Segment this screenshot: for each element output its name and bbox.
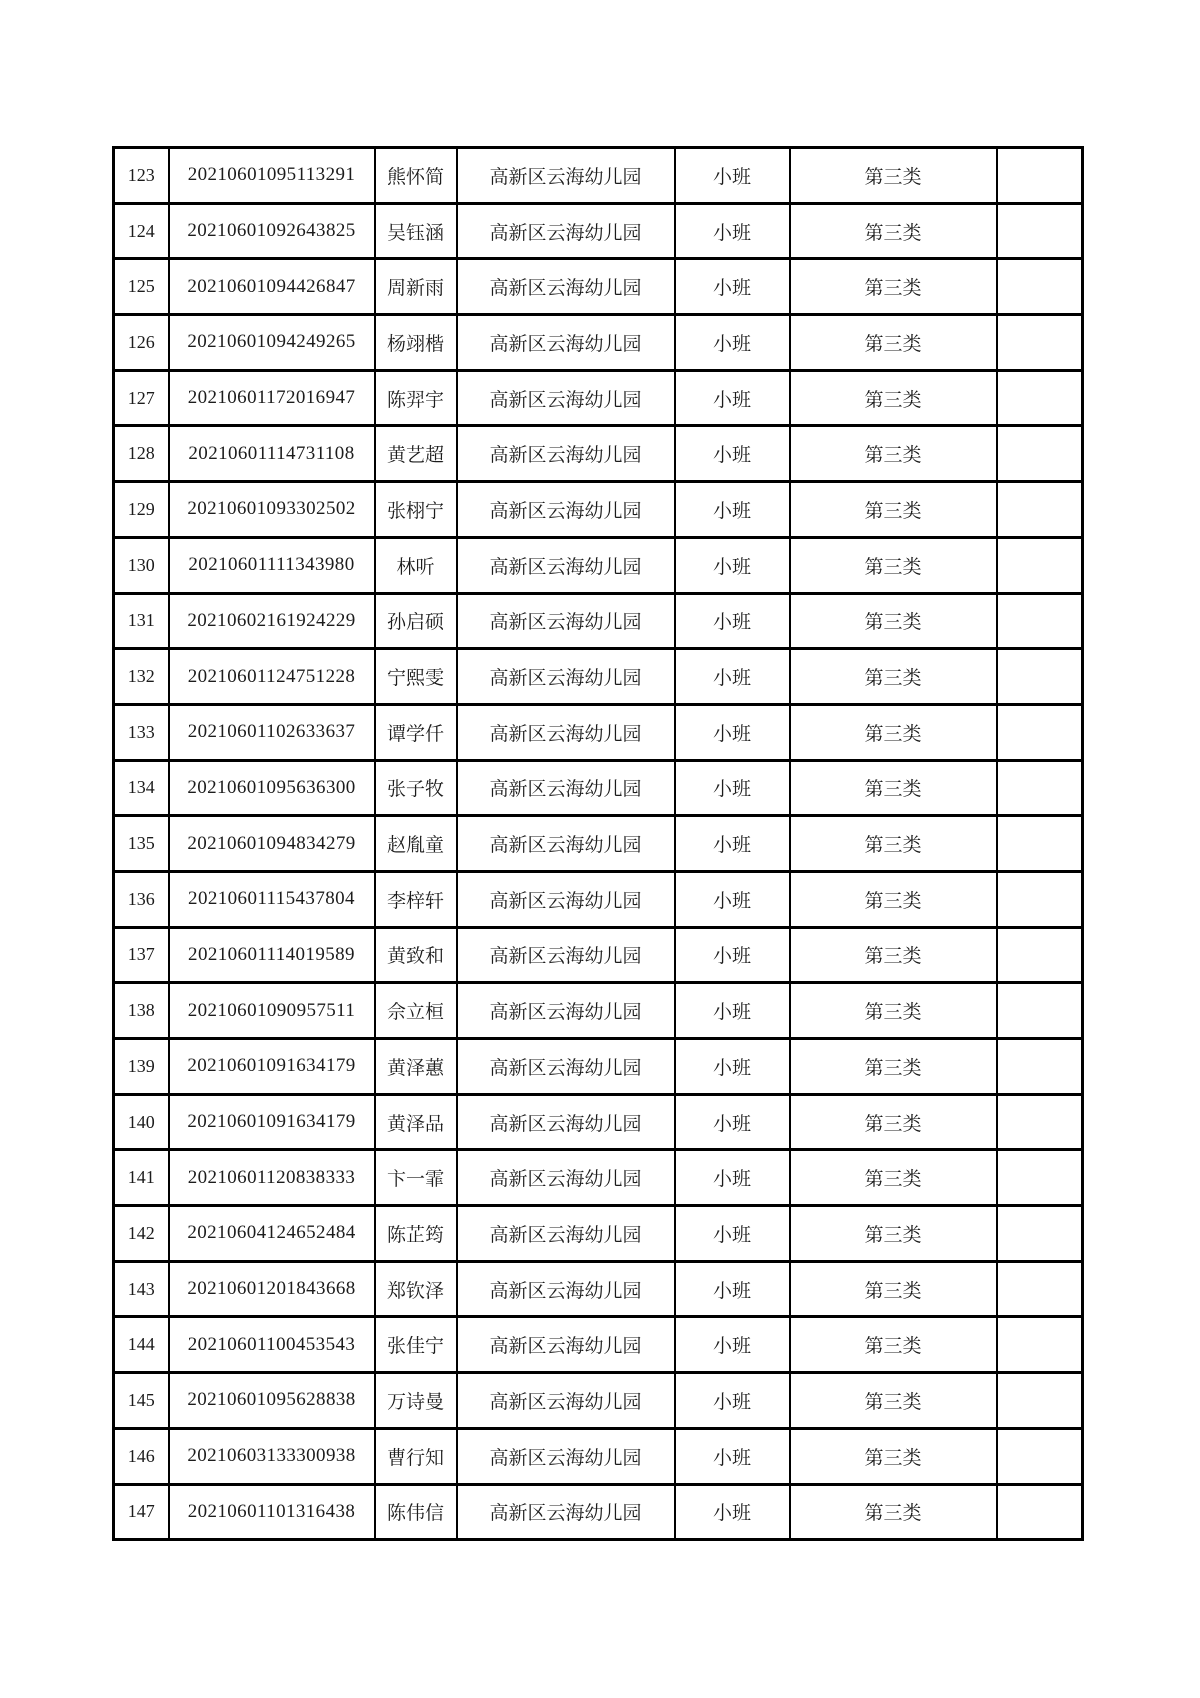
application-number-cell: 20210601094249265 <box>169 315 375 371</box>
note-cell <box>997 1094 1083 1150</box>
application-number-cell: 20210601100453543 <box>169 1317 375 1373</box>
class-cell: 小班 <box>675 1484 790 1540</box>
row-number-cell: 131 <box>114 593 169 649</box>
category-cell: 第三类 <box>790 148 997 204</box>
category-cell: 第三类 <box>790 1150 997 1206</box>
table-row <box>114 1261 1083 1317</box>
row-number-cell: 133 <box>114 704 169 760</box>
application-number-cell: 20210604124652484 <box>169 1206 375 1262</box>
class-cell: 小班 <box>675 1206 790 1262</box>
category-cell: 第三类 <box>790 1484 997 1540</box>
row-number-cell: 138 <box>114 983 169 1039</box>
table-row <box>114 370 1083 426</box>
category-cell: 第三类 <box>790 203 997 259</box>
student-name-cell: 张子牧 <box>375 760 457 816</box>
kindergarten-cell: 高新区云海幼儿园 <box>457 871 675 927</box>
class-cell: 小班 <box>675 983 790 1039</box>
row-number-cell: 128 <box>114 426 169 482</box>
category-cell: 第三类 <box>790 704 997 760</box>
student-name-cell: 郑钦泽 <box>375 1261 457 1317</box>
kindergarten-cell: 高新区云海幼儿园 <box>457 927 675 983</box>
table-row <box>114 649 1083 705</box>
note-cell <box>997 537 1083 593</box>
student-name-cell: 曹行知 <box>375 1428 457 1484</box>
note-cell <box>997 760 1083 816</box>
class-cell: 小班 <box>675 1150 790 1206</box>
class-cell: 小班 <box>675 259 790 315</box>
student-name-cell: 黄泽蕙 <box>375 1039 457 1095</box>
category-cell: 第三类 <box>790 259 997 315</box>
row-number-cell: 136 <box>114 871 169 927</box>
student-name-cell: 黄致和 <box>375 927 457 983</box>
table-row <box>114 1039 1083 1095</box>
category-cell: 第三类 <box>790 482 997 538</box>
note-cell <box>997 1039 1083 1095</box>
admission-roster-table <box>112 146 1084 1541</box>
student-name-cell: 赵胤童 <box>375 816 457 872</box>
class-cell: 小班 <box>675 1094 790 1150</box>
class-cell: 小班 <box>675 1373 790 1429</box>
row-number-cell: 129 <box>114 482 169 538</box>
kindergarten-cell: 高新区云海幼儿园 <box>457 1150 675 1206</box>
row-number-cell: 126 <box>114 315 169 371</box>
note-cell <box>997 871 1083 927</box>
class-cell: 小班 <box>675 816 790 872</box>
kindergarten-cell: 高新区云海幼儿园 <box>457 593 675 649</box>
table-row <box>114 1428 1083 1484</box>
student-name-cell: 卞一霏 <box>375 1150 457 1206</box>
student-name-cell: 熊怀简 <box>375 148 457 204</box>
student-name-cell: 周新雨 <box>375 259 457 315</box>
kindergarten-cell: 高新区云海幼儿园 <box>457 1039 675 1095</box>
student-name-cell: 陈羿宇 <box>375 370 457 426</box>
application-number-cell: 20210601124751228 <box>169 649 375 705</box>
student-name-cell: 陈芷筠 <box>375 1206 457 1262</box>
kindergarten-cell: 高新区云海幼儿园 <box>457 370 675 426</box>
category-cell: 第三类 <box>790 760 997 816</box>
category-cell: 第三类 <box>790 1039 997 1095</box>
table-row <box>114 1317 1083 1373</box>
note-cell <box>997 1206 1083 1262</box>
class-cell: 小班 <box>675 148 790 204</box>
student-name-cell: 张栩宁 <box>375 482 457 538</box>
category-cell: 第三类 <box>790 1428 997 1484</box>
student-name-cell: 张佳宁 <box>375 1317 457 1373</box>
application-number-cell: 20210601115437804 <box>169 871 375 927</box>
kindergarten-cell: 高新区云海幼儿园 <box>457 1261 675 1317</box>
application-number-cell: 20210601102633637 <box>169 704 375 760</box>
class-cell: 小班 <box>675 315 790 371</box>
student-name-cell: 宁熙雯 <box>375 649 457 705</box>
kindergarten-cell: 高新区云海幼儿园 <box>457 426 675 482</box>
class-cell: 小班 <box>675 704 790 760</box>
student-name-cell: 佘立桓 <box>375 983 457 1039</box>
table-row <box>114 537 1083 593</box>
application-number-cell: 20210601092643825 <box>169 203 375 259</box>
category-cell: 第三类 <box>790 426 997 482</box>
class-cell: 小班 <box>675 1428 790 1484</box>
kindergarten-cell: 高新区云海幼儿园 <box>457 1428 675 1484</box>
row-number-cell: 143 <box>114 1261 169 1317</box>
category-cell: 第三类 <box>790 1094 997 1150</box>
application-number-cell: 20210602161924229 <box>169 593 375 649</box>
table-row <box>114 704 1083 760</box>
student-name-cell: 吴钰涵 <box>375 203 457 259</box>
table-row <box>114 593 1083 649</box>
kindergarten-cell: 高新区云海幼儿园 <box>457 760 675 816</box>
note-cell <box>997 482 1083 538</box>
application-number-cell: 20210601094426847 <box>169 259 375 315</box>
application-number-cell: 20210601094834279 <box>169 816 375 872</box>
row-number-cell: 130 <box>114 537 169 593</box>
table-row <box>114 927 1083 983</box>
note-cell <box>997 983 1083 1039</box>
table-row <box>114 983 1083 1039</box>
student-name-cell: 黄泽品 <box>375 1094 457 1150</box>
class-cell: 小班 <box>675 482 790 538</box>
student-name-cell: 谭学仟 <box>375 704 457 760</box>
kindergarten-cell: 高新区云海幼儿园 <box>457 259 675 315</box>
student-name-cell: 陈伟信 <box>375 1484 457 1540</box>
class-cell: 小班 <box>675 203 790 259</box>
application-number-cell: 20210601090957511 <box>169 983 375 1039</box>
note-cell <box>997 593 1083 649</box>
note-cell <box>997 1428 1083 1484</box>
row-number-cell: 125 <box>114 259 169 315</box>
note-cell <box>997 259 1083 315</box>
kindergarten-cell: 高新区云海幼儿园 <box>457 983 675 1039</box>
table-row <box>114 1094 1083 1150</box>
category-cell: 第三类 <box>790 593 997 649</box>
table-row <box>114 482 1083 538</box>
note-cell <box>997 1150 1083 1206</box>
note-cell <box>997 1373 1083 1429</box>
table-row <box>114 871 1083 927</box>
row-number-cell: 142 <box>114 1206 169 1262</box>
class-cell: 小班 <box>675 537 790 593</box>
application-number-cell: 20210601095636300 <box>169 760 375 816</box>
row-number-cell: 124 <box>114 203 169 259</box>
application-number-cell: 20210601172016947 <box>169 370 375 426</box>
note-cell <box>997 315 1083 371</box>
note-cell <box>997 927 1083 983</box>
application-number-cell: 20210601120838333 <box>169 1150 375 1206</box>
table-row <box>114 760 1083 816</box>
class-cell: 小班 <box>675 871 790 927</box>
note-cell <box>997 1484 1083 1540</box>
application-number-cell: 20210601095113291 <box>169 148 375 204</box>
application-number-cell: 20210601095628838 <box>169 1373 375 1429</box>
class-cell: 小班 <box>675 927 790 983</box>
category-cell: 第三类 <box>790 649 997 705</box>
kindergarten-cell: 高新区云海幼儿园 <box>457 537 675 593</box>
application-number-cell: 20210601114019589 <box>169 927 375 983</box>
table-row <box>114 1150 1083 1206</box>
note-cell <box>997 203 1083 259</box>
note-cell <box>997 816 1083 872</box>
application-number-cell: 20210601201843668 <box>169 1261 375 1317</box>
table-row <box>114 1484 1083 1540</box>
row-number-cell: 146 <box>114 1428 169 1484</box>
row-number-cell: 127 <box>114 370 169 426</box>
row-number-cell: 139 <box>114 1039 169 1095</box>
kindergarten-cell: 高新区云海幼儿园 <box>457 148 675 204</box>
note-cell <box>997 1261 1083 1317</box>
kindergarten-cell: 高新区云海幼儿园 <box>457 704 675 760</box>
row-number-cell: 132 <box>114 649 169 705</box>
category-cell: 第三类 <box>790 315 997 371</box>
application-number-cell: 20210601114731108 <box>169 426 375 482</box>
kindergarten-cell: 高新区云海幼儿园 <box>457 1373 675 1429</box>
table-row <box>114 426 1083 482</box>
class-cell: 小班 <box>675 649 790 705</box>
student-name-cell: 黄艺超 <box>375 426 457 482</box>
kindergarten-cell: 高新区云海幼儿园 <box>457 1206 675 1262</box>
student-name-cell: 林听 <box>375 537 457 593</box>
category-cell: 第三类 <box>790 927 997 983</box>
class-cell: 小班 <box>675 1261 790 1317</box>
note-cell <box>997 649 1083 705</box>
class-cell: 小班 <box>675 760 790 816</box>
class-cell: 小班 <box>675 1039 790 1095</box>
note-cell <box>997 148 1083 204</box>
class-cell: 小班 <box>675 1317 790 1373</box>
class-cell: 小班 <box>675 593 790 649</box>
category-cell: 第三类 <box>790 871 997 927</box>
row-number-cell: 147 <box>114 1484 169 1540</box>
note-cell <box>997 704 1083 760</box>
category-cell: 第三类 <box>790 1261 997 1317</box>
kindergarten-cell: 高新区云海幼儿园 <box>457 1484 675 1540</box>
kindergarten-cell: 高新区云海幼儿园 <box>457 482 675 538</box>
table-row <box>114 1373 1083 1429</box>
category-cell: 第三类 <box>790 1373 997 1429</box>
row-number-cell: 123 <box>114 148 169 204</box>
table-row <box>114 1206 1083 1262</box>
row-number-cell: 145 <box>114 1373 169 1429</box>
row-number-cell: 137 <box>114 927 169 983</box>
category-cell: 第三类 <box>790 537 997 593</box>
student-name-cell: 孙启硕 <box>375 593 457 649</box>
table-row <box>114 148 1083 204</box>
row-number-cell: 144 <box>114 1317 169 1373</box>
table-row <box>114 203 1083 259</box>
class-cell: 小班 <box>675 370 790 426</box>
student-name-cell: 杨翊楷 <box>375 315 457 371</box>
kindergarten-cell: 高新区云海幼儿园 <box>457 315 675 371</box>
application-number-cell: 20210603133300938 <box>169 1428 375 1484</box>
kindergarten-cell: 高新区云海幼儿园 <box>457 816 675 872</box>
table-row <box>114 816 1083 872</box>
row-number-cell: 140 <box>114 1094 169 1150</box>
kindergarten-cell: 高新区云海幼儿园 <box>457 649 675 705</box>
application-number-cell: 20210601091634179 <box>169 1094 375 1150</box>
category-cell: 第三类 <box>790 1317 997 1373</box>
table-row <box>114 259 1083 315</box>
table-row <box>114 315 1083 371</box>
category-cell: 第三类 <box>790 370 997 426</box>
row-number-cell: 135 <box>114 816 169 872</box>
note-cell <box>997 426 1083 482</box>
application-number-cell: 20210601091634179 <box>169 1039 375 1095</box>
row-number-cell: 134 <box>114 760 169 816</box>
note-cell <box>997 370 1083 426</box>
table-body <box>114 148 1083 1540</box>
student-name-cell: 李梓轩 <box>375 871 457 927</box>
kindergarten-cell: 高新区云海幼儿园 <box>457 203 675 259</box>
student-name-cell: 万诗曼 <box>375 1373 457 1429</box>
category-cell: 第三类 <box>790 816 997 872</box>
application-number-cell: 20210601101316438 <box>169 1484 375 1540</box>
application-number-cell: 20210601093302502 <box>169 482 375 538</box>
class-cell: 小班 <box>675 426 790 482</box>
category-cell: 第三类 <box>790 1206 997 1262</box>
note-cell <box>997 1317 1083 1373</box>
kindergarten-cell: 高新区云海幼儿园 <box>457 1094 675 1150</box>
row-number-cell: 141 <box>114 1150 169 1206</box>
category-cell: 第三类 <box>790 983 997 1039</box>
kindergarten-cell: 高新区云海幼儿园 <box>457 1317 675 1373</box>
application-number-cell: 20210601111343980 <box>169 537 375 593</box>
